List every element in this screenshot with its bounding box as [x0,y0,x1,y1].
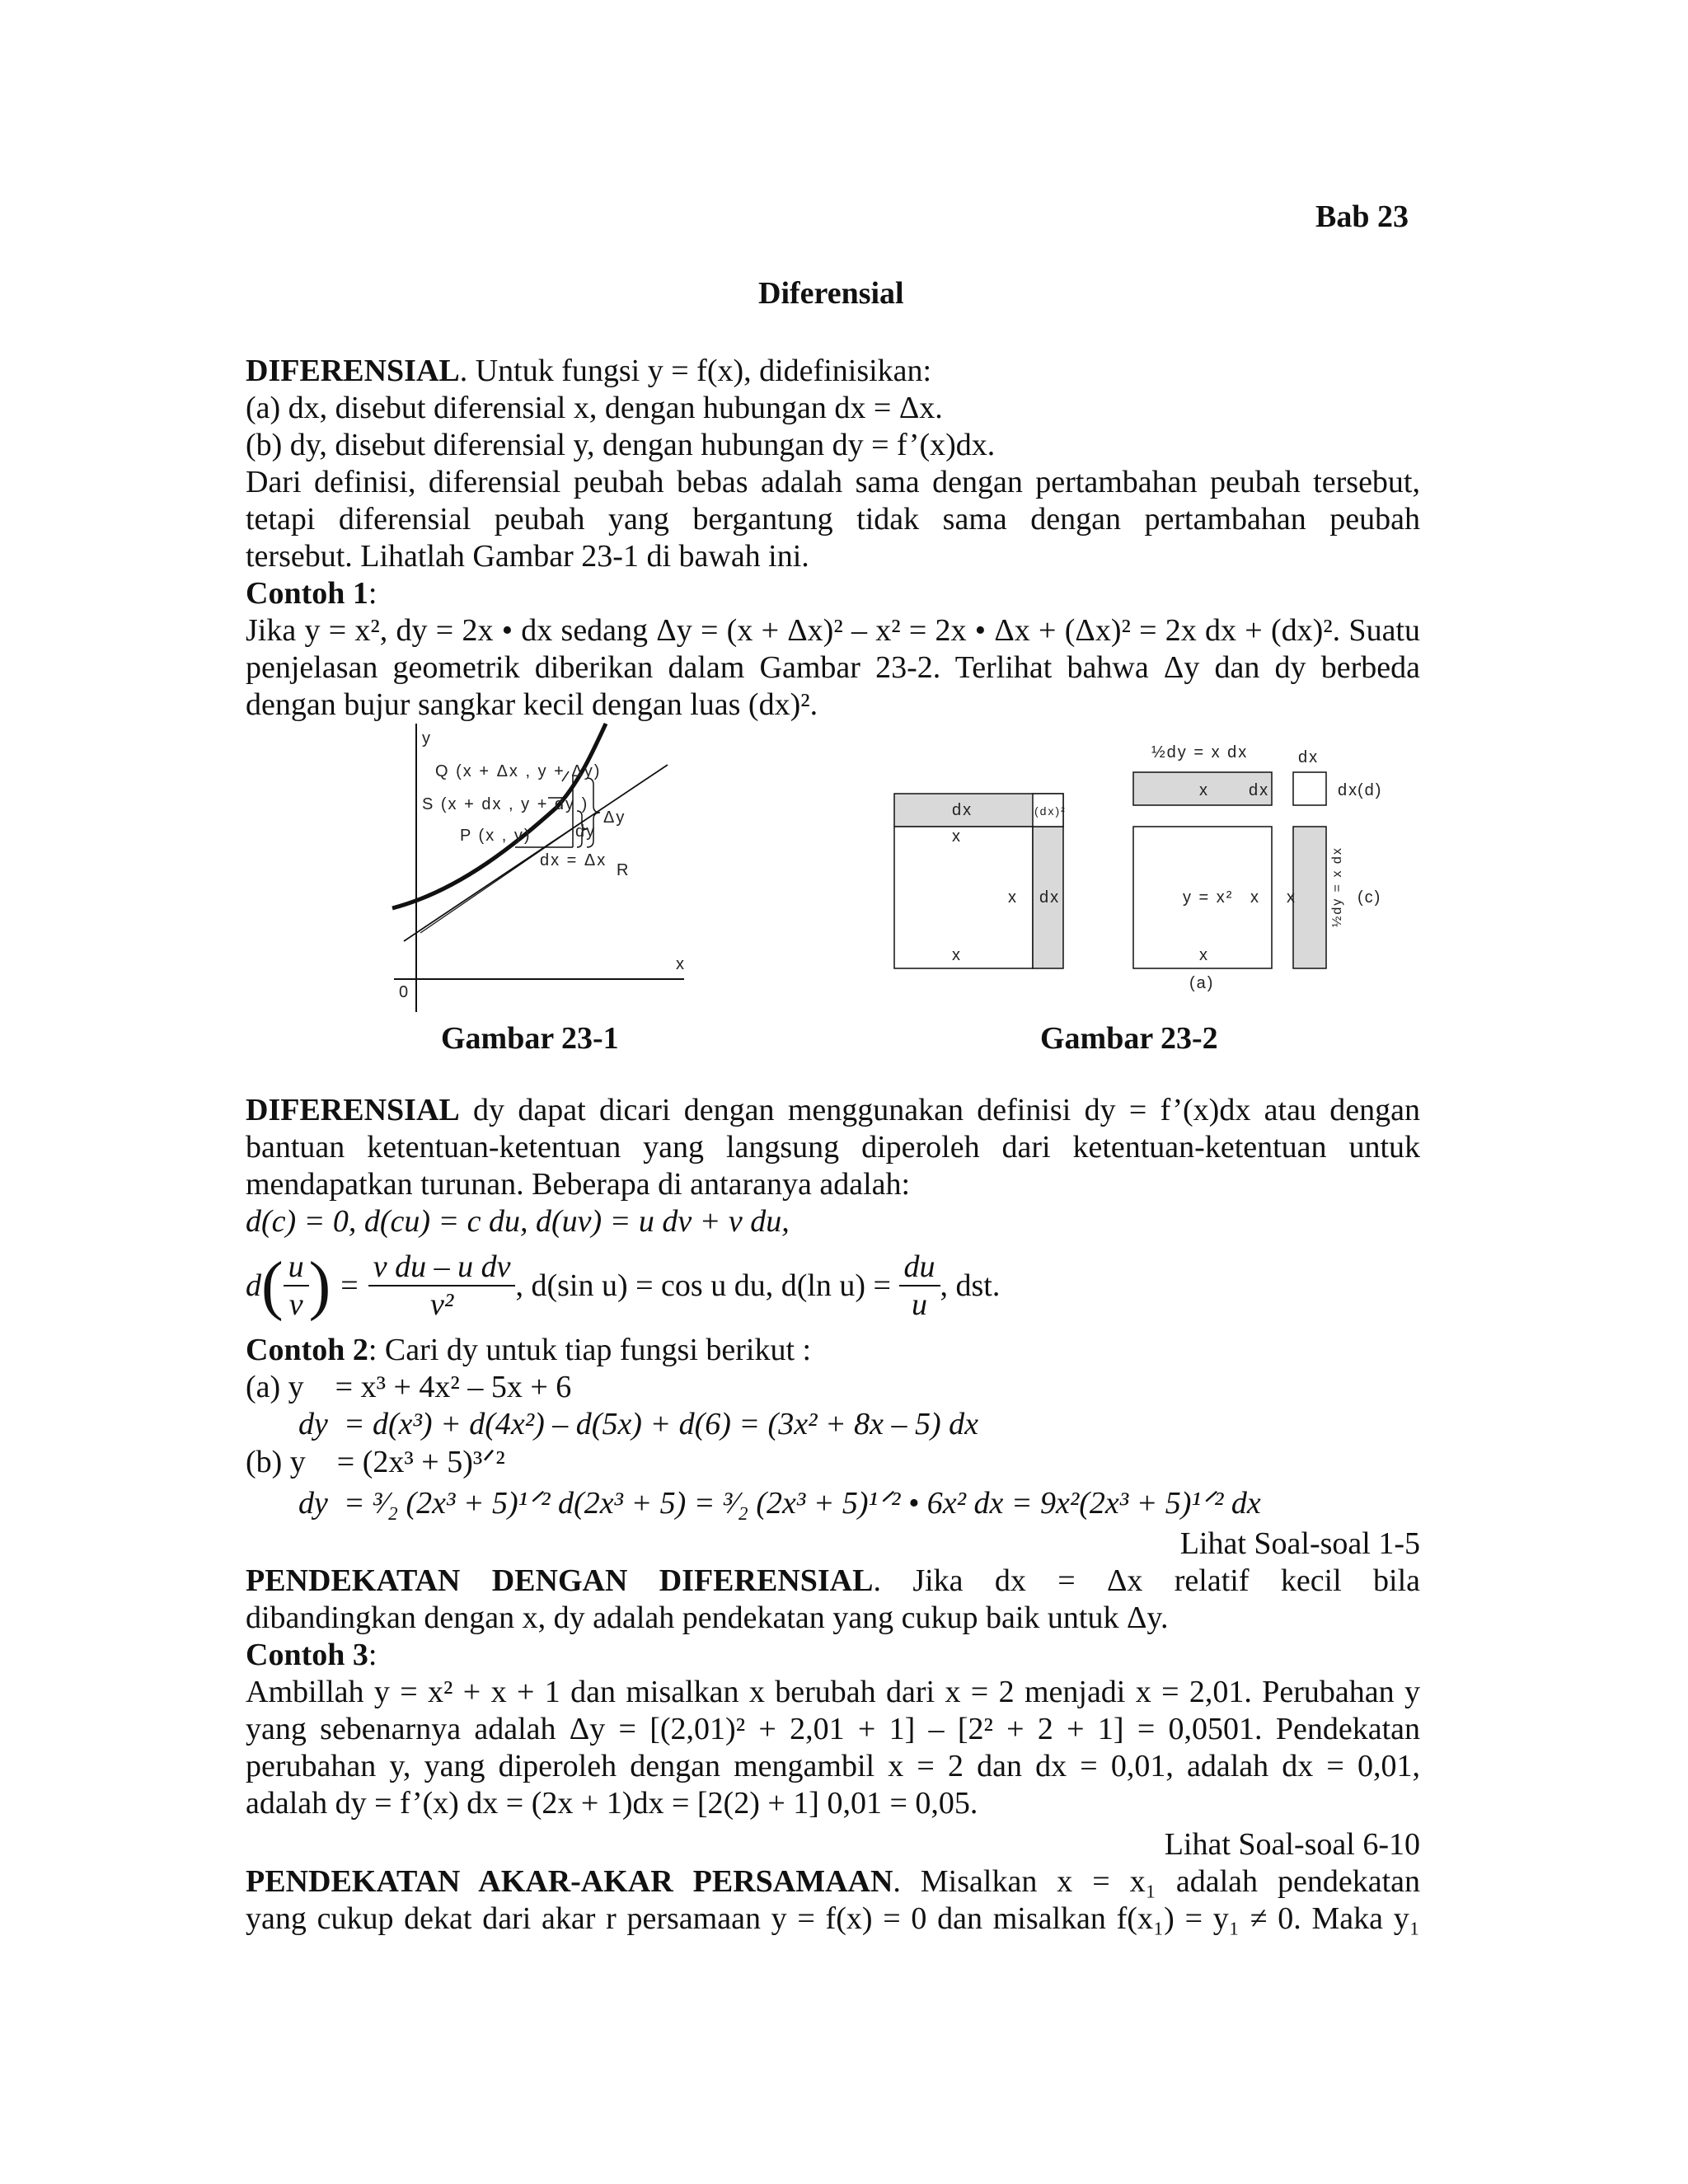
b-top-label: ½dy = x dx [1151,743,1249,762]
example3-line-4: adalah dy = f’(x) dx = (2x + 1)dx = [2(2) + 1] 0,01 = 0,05. [246,1786,978,1821]
label-y: y [422,729,432,748]
page-title: Diferensial [758,276,904,311]
rules-line-2: bantuan ketentuan-ketentuan yang langsung diperoleh dari ketentuan-ketentuan untuk [246,1130,1420,1165]
example2-a-line-1: (a) y = x³ + 4x² – 5x + 6 [246,1370,572,1404]
rules-line-3: mendapatkan turunan. Beberapa di antaranya adalah: [246,1167,911,1202]
fraction-du-u: $\frac{du}{u}$ [899,1249,940,1323]
intro-line-3: (b) dy, disebut diferensial y, dengan hubungan dy = f’(x)dx. [246,428,996,462]
label-p: P (x , y) [460,827,532,845]
intro-line-2: (a) dx, disebut diferensial x, dengan hubungan dx = Δx. [246,391,943,425]
example3-line-3: perubahan y, yang diperoleh dengan mengambil x = 2 dan dx = 0,01, adalah dx = 0,01, [246,1749,1420,1783]
example1-label: Contoh 1 [246,576,368,611]
label-x: x [676,955,686,973]
example2-see-also: Lihat Soal-soal 1-5 [1179,1526,1420,1561]
example2-b-line-1: (b) y = (2x³ + 5)³ᐟ² [246,1445,505,1479]
example1-line-2: penjelasan geometrik diberikan dalam Gambar 23-2. Terlihat bahwa Δy dan dy berbeda [246,650,1420,685]
intro-line-5: tetapi diferensial peubah yang bergantung tidak sama dengan pertambahan peubah [246,502,1420,537]
example2-b-line-2: dy = ³⁄₂ (2x³ + 5)¹ᐟ² d(2x³ + 5) = ³⁄₂ (2x³ + 5)¹ᐟ² • 6x² dx = 9x²(2x³ + 5)¹ᐟ² dx [298,1486,1261,1521]
paren-right: ) [308,1249,331,1322]
rules-line-4: d(c) = 0, d(cu) = c du, d(uv) = u dv + v du, [246,1204,790,1239]
figure-23-2-caption: Gambar 23-2 [1040,1021,1218,1056]
label-origin: 0 [399,983,410,1001]
b-x-right: x [1250,888,1260,907]
chapter-number: Bab 23 [1315,199,1409,234]
b-x-bottom: x [1199,946,1209,964]
example3-label: Contoh 3 [246,1638,368,1672]
d-dx-top: dx [1298,748,1320,766]
rules-end: , dst. [940,1268,1001,1303]
rect-c [1293,827,1326,968]
rules-line-1 [246,1092,1420,1128]
square-d [1293,772,1326,805]
intro-heading: DIFERENSIAL [246,354,460,388]
figure-23-1 [371,717,717,1022]
curve-y-fx [392,724,606,908]
label-delta-y: Δy [603,808,626,827]
a-x-right: x [1008,888,1018,907]
example1-line-1: Jika y = x², dy = 2x • dx sedang Δy = (x + Δx)² – x² = 2x • Δx + (Δx)² = 2x dx + (dx)². Suatu [246,613,1420,648]
intro-line-6: tersebut. Lihatlah Gambar 23-1 di bawah ini. [246,539,809,574]
example2-intro: : Cari dy untuk tiap fungsi berikut : [368,1333,812,1367]
c-tag: (c) [1357,888,1382,907]
example2-a-line-2: dy = d(x³) + d(4x²) – d(5x) + d(6) = (3x² + 8x – 5) dx [298,1407,978,1441]
fraction-quotient: $\frac{\text{v du – u dv}}{\text{v²}}$ [368,1249,516,1323]
paren-left: ( [261,1249,284,1322]
quotient-rule-line: d ( $\frac{u}{v}$ ) = $\frac{\text{v du – u dv}}{\text{v²}}$ , d(sin u) = cos u du, d(ln u) = $\frac{du}{u}$ , dst. [246,1249,1001,1322]
example2-label: Contoh 2 [246,1333,368,1367]
roots-line-2: yang cukup dekat dari akar r persamaan y = f(x) = 0 dan misalkan f(x₁) = y₁ ≠ 0. Maka y₁ [246,1901,1420,1936]
c-side: ½dy = x dx [1330,846,1344,927]
d-dx-side: dx [1338,781,1359,799]
intro-line-1 [246,353,1420,389]
figure-23-1-caption: Gambar 23-1 [441,1021,619,1056]
example3-see-also: Lihat Soal-soal 6-10 [1164,1827,1420,1862]
b-top-x: x [1199,781,1209,799]
label-r: R [617,861,631,879]
b-tag: (a) [1189,974,1215,992]
a-dx-right: dx [1039,888,1061,907]
rules-text-1: dy dapat dicari dengan menggunakan definisi dy = f’(x)dx atau dengan [459,1093,1420,1127]
a-x-bottom: x [952,946,962,964]
intro-line-4: Dari definisi, diferensial peubah bebas adalah sama dengan pertambahan peubah tersebut, [246,465,1420,499]
example2-heading [246,1332,1420,1368]
a-x-top: x [952,827,962,846]
tangent-line [404,765,668,941]
b-center: y = x² [1183,888,1234,907]
label-dx: dx = Δx [540,851,607,869]
roots-text-1: . Misalkan x = x₁ adalah pendekatan [893,1864,1421,1899]
intro-text-1: . Untuk fungsi y = f(x), didefinisikan: [459,354,932,388]
roots-heading: PENDEKATAN AKAR-AKAR PERSAMAAN [246,1864,893,1899]
example3-line-1: Ambillah y = x² + x + 1 dan misalkan x berubah dari x = 2 menjadi x = 2,01. Perubahan y [246,1675,1420,1709]
roots-line-1 [246,1863,1420,1900]
figure-23-2 [886,738,1397,1010]
example3-heading: Contoh 3: [246,1638,377,1672]
approx-text-1: . Jika dx = Δx relatif kecil bila [873,1563,1420,1598]
fraction-u-v: $\frac{u}{v}$ [284,1249,309,1323]
example1-heading: Contoh 1: [246,576,377,611]
label-s: S (x + dx , y + dy ) [422,795,589,813]
label-q: Q (x + Δx , y + Δy) [435,762,602,780]
d-tag: (d) [1357,781,1383,799]
example1-line-3: dengan bujur sangkar kecil dengan luas (dx)². [246,687,818,722]
rules-middle: , d(sin u) = cos u du, d(ln u) = [515,1268,899,1303]
c-x: x [1287,888,1296,907]
a-dx-top: dx [952,801,973,819]
a-dx2: (dx)² [1034,804,1067,818]
approx-heading: PENDEKATAN DENGAN DIFERENSIAL [246,1563,874,1598]
d-symbol: d [246,1268,261,1303]
label-dy: dy [575,823,597,841]
example3-line-2: yang sebenarnya adalah Δy = [(2,01)² + 2,01 + 1] – [2² + 2 + 1] = 0,0501. Pendekatan [246,1712,1420,1746]
approx-line-2: dibandingkan dengan x, dy adalah pendekatan yang cukup baik untuk Δy. [246,1601,1169,1635]
rules-heading: DIFERENSIAL [246,1093,460,1127]
b-top-dx: dx [1249,781,1270,799]
approx-line-1 [246,1563,1420,1599]
